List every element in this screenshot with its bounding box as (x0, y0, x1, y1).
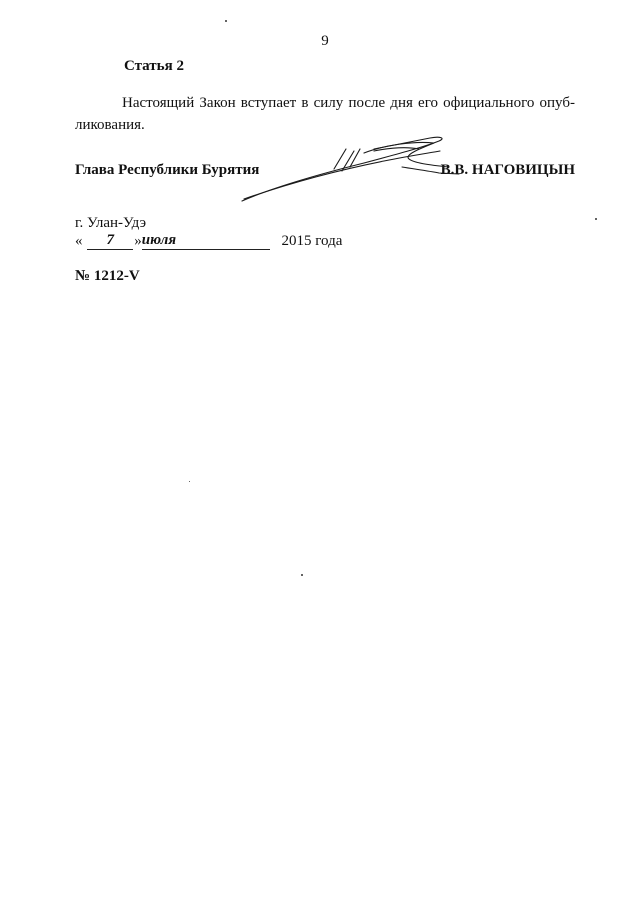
signer-title: Глава Республики Бурятия (75, 162, 260, 178)
date-month: июля (142, 232, 270, 250)
signer-name: В.В. НАГОВИЦЫН (440, 162, 575, 178)
scan-speck (189, 481, 190, 482)
date-year: 2015 года (281, 233, 343, 249)
scan-speck (225, 20, 227, 22)
article-heading: Статья 2 (124, 58, 184, 74)
date-quote-close: » (134, 233, 142, 249)
date-quote-open: « (75, 233, 83, 249)
scan-speck (595, 218, 597, 220)
page-number: 9 (321, 33, 329, 49)
issue-place: г. Улан-Удэ (75, 215, 147, 231)
article-text-line-1: Настоящий Закон вступает в силу после дня его официального опуб- (122, 95, 575, 111)
law-number: № 1212-V (75, 268, 140, 284)
handwritten-signature (234, 127, 464, 207)
scan-speck (301, 574, 303, 576)
article-text-line-2: ликования. (75, 117, 145, 133)
date-day: 7 (87, 232, 133, 250)
issue-date (75, 232, 342, 250)
